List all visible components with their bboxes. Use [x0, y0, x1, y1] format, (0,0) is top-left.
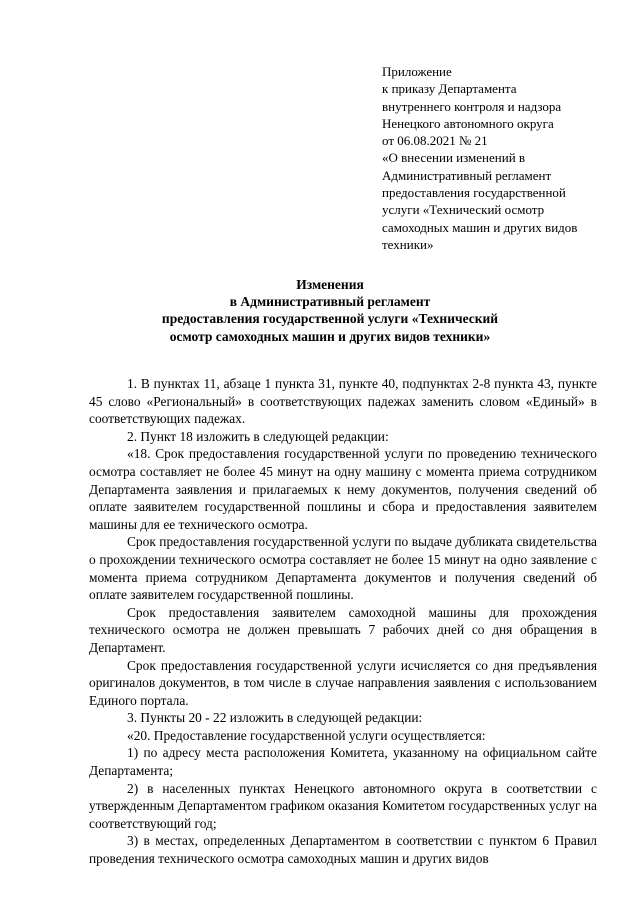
paragraph: 2. Пункт 18 изложить в следующей редакции:: [127, 428, 389, 444]
appendix-line: услуги «Технический осмотр: [382, 202, 545, 218]
appendix-block: [382, 63, 622, 253]
appendix-line: Ненецкого автономного округа: [382, 115, 554, 131]
appendix-line: техники»: [382, 236, 434, 252]
appendix-line: «О внесении изменений в: [382, 150, 526, 166]
document-body: [89, 375, 597, 868]
title-line: осмотр самоходных машин и других видов техники»: [169, 328, 491, 344]
appendix-line: предоставления государственной: [382, 185, 566, 201]
appendix-line: самоходных машин и других видов: [382, 219, 578, 235]
document-title: [60, 276, 600, 345]
paragraph: «20. Предоставление государственной услуги осуществляется:: [127, 727, 486, 743]
paragraph: 3) в местах, определенных Департаментом в соответствии с пунктом 6 Правил проведения технического осмотра самоходных машин и других видов: [89, 833, 597, 867]
title-line: Изменения: [296, 277, 364, 292]
paragraph: 1) по адресу места расположения Комитета, указанному на официальном сайте Департамента;: [89, 745, 597, 779]
paragraph: Срок предоставления государственной услуги исчисляется со дня предъявления оригиналов документов, в том числе в случае направления заявления с использованием Единого портала.: [89, 657, 597, 708]
paragraph: Срок предоставления государственной услуги по выдаче дубликата свидетельства о прохождении технического осмотра составляет не более 15 минут на одно заявление с момента приема сотрудником Департамента документов и получения сведений об оплате заявителем государственной пошлины.: [89, 534, 597, 603]
appendix-line: Административный регламент: [382, 167, 552, 183]
appendix-line: Приложение: [382, 64, 452, 79]
paragraph: Срок предоставления заявителем самоходной машины для прохождения технического осмотра не должен превышать 7 рабочих дней со дня обращения в Департамент.: [89, 604, 597, 655]
appendix-line: внутреннего контроля и надзора: [382, 98, 562, 114]
title-line: предоставления государственной услуги «Технический: [161, 311, 499, 327]
appendix-line: к приказу Департамента: [382, 81, 517, 97]
appendix-line: от 06.08.2021 № 21: [382, 133, 488, 149]
paragraph: «18. Срок предоставления государственной услуги по проведению технического осмотра составляет не более 45 минут на одну машину с момента приема сотрудником Департамента заявления и прилагаемых к нему документов, получения сведений об оплате заявителем государственной пошлины и сбора и предоставления заявителем машины для ее технического осмотра.: [89, 446, 597, 532]
paragraph: 2) в населенных пунктах Ненецкого автономного округа в соответствии с утвержденным Департаментом графиком оказания Комитетом государственных услуг на соответствующий год;: [89, 780, 597, 831]
paragraph: 3. Пункты 20 - 22 изложить в следующей редакции:: [127, 710, 423, 726]
paragraph: 1. В пунктах 11, абзаце 1 пункта 31, пункте 40, подпунктах 2-8 пункта 43, пункте 45 слово «Региональный» в соответствующих падежах заменить словом «Единый» в соответствующих падежах.: [89, 376, 597, 427]
title-line: в Административный регламент: [229, 294, 431, 310]
